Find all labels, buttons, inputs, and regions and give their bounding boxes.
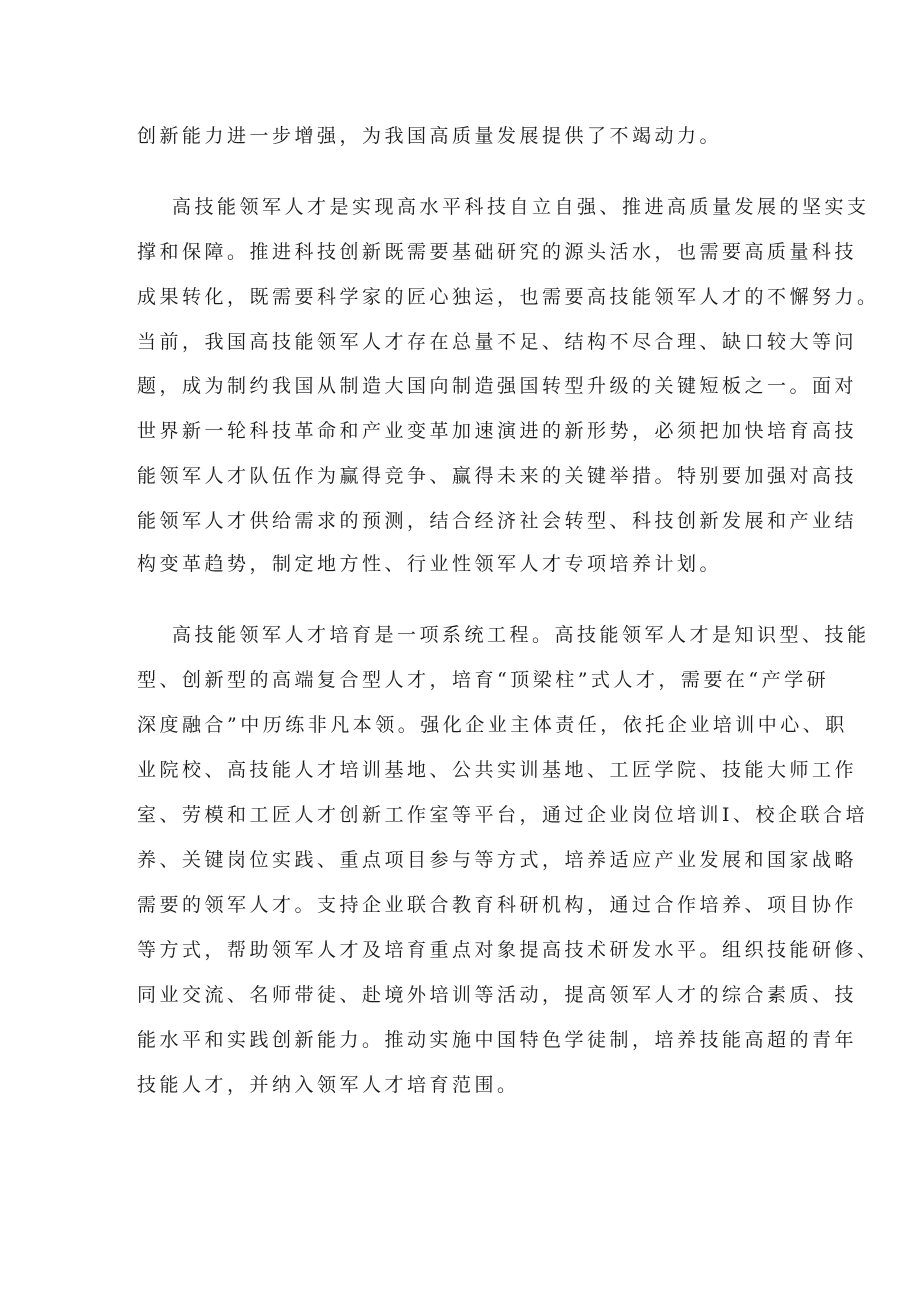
text-line: 同业交流、名师带徒、赴境外培训等活动，提高领军人才的综合素质、技 xyxy=(137,984,858,1006)
text-line: 世界新一轮科技革命和产业变革加速演进的新形势，必须把加快培育高技 xyxy=(137,420,858,442)
text-line: 创新能力进一步增强，为我国高质量发展提供了不竭动力。 xyxy=(137,125,723,147)
text-line: 技能人才，并纳入领军人才培育范围。 xyxy=(137,1074,520,1096)
text-line: 能领军人才供给需求的预测，结合经济社会转型、科技创新发展和产业结 xyxy=(137,510,858,532)
text-line: 高技能领军人才是实现高水平科技自立自强、推进高质量发展的坚实支 xyxy=(172,196,870,218)
text-line: 深度融合”中历练非凡本领。强化企业主体责任，依托企业培训中心、职 xyxy=(137,714,848,736)
text-line: 构变革趋势，制定地方性、行业性领军人才专项培养计划。 xyxy=(137,553,723,575)
text-line: 等方式，帮助领军人才及培育重点对象提高技术研发水平。组织技能研修、 xyxy=(137,939,880,961)
text-line: 能水平和实践创新能力。推动实施中国特色学徒制，培养技能高超的青年 xyxy=(137,1029,858,1051)
text-line: 题，成为制约我国从制造大国向制造强国转型升级的关键短板之一。面对 xyxy=(137,375,858,397)
text-line: 养、关键岗位实践、重点项目参与等方式，培养适应产业发展和国家战略 xyxy=(137,849,858,871)
text-line: 当前，我国高技能领军人才存在总量不足、结构不尽合理、缺口较大等问 xyxy=(137,331,858,353)
text-line: 能领军人才队伍作为赢得竞争、赢得未来的关键举措。特别要加强对高技 xyxy=(137,465,858,487)
text-line: 业院校、高技能人才培训基地、公共实训基地、工匠学院、技能大师工作 xyxy=(137,759,858,781)
text-line: 成果转化，既需要科学家的匠心独运，也需要高技能领军人才的不懈努力。 xyxy=(137,286,880,308)
text-line: 需要的领军人才。支持企业联合教育科研机构，通过合作培养、项目协作 xyxy=(137,894,858,916)
text-line: 撑和保障。推进科技创新既需要基础研究的源头活水，也需要高质量科技 xyxy=(137,241,858,263)
text-line: 高技能领军人才培育是一项系统工程。高技能领军人才是知识型、技能 xyxy=(172,624,870,646)
text-line: 型、创新型的高端复合型人才，培育“顶梁柱”式人才，需要在“产学研 xyxy=(137,669,830,691)
text-line: 室、劳模和工匠人才创新工作室等平台，通过企业岗位培训I、校企联合培 xyxy=(137,804,869,826)
